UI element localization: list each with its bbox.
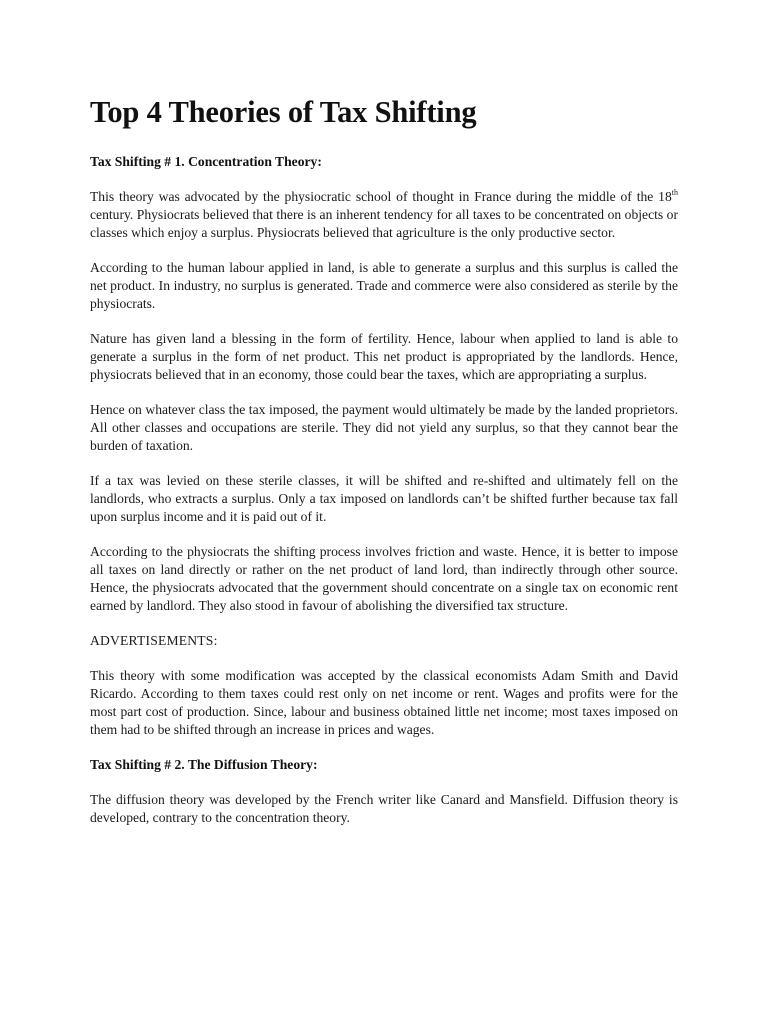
paragraph-shifting-process: According to the physiocrats the shifting process involves friction and waste. Hence, it is better to impose all taxes on land directly or rather on the net product of land lord, than indirectly through other source. Hence, the physiocrats advocated that the government should concentrate on a single tax on economic rent earned by landlord. They also stood in favour of abolishing the diversified tax structure.: [90, 544, 678, 613]
paragraph-landed-proprietors: Hence on whatever class the tax imposed, the payment would ultimately be made by the landed proprietors. All other classes and occupations are sterile. They did not yield any surplus, so that they cannot bear the burden of taxation.: [90, 402, 678, 453]
section-heading-diffusion-theory: Tax Shifting # 2. The Diffusion Theory:: [90, 757, 318, 772]
page-title: Top 4 Theories of Tax Shifting: [90, 95, 477, 129]
section-heading-concentration-theory: Tax Shifting # 1. Concentration Theory:: [90, 154, 322, 169]
paragraph-text: century. Physiocrats believed that there is an inherent tendency for all taxes to be concentrated on objects or classes which enjoy a surplus. Physiocrats believed that agriculture is the only productive sector.: [90, 207, 678, 240]
paragraph-text: This theory was advocated by the physiocratic school of thought in France during the middle of the 18: [90, 189, 672, 204]
paragraph-physiocratic-school: [90, 188, 678, 242]
paragraph-classical-economists: This theory with some modification was accepted by the classical economists Adam Smith and David Ricardo. According to them taxes could rest only on net income or rent. Wages and profits were for the most part cost of production. Since, labour and business obtained little net income; most taxes imposed on them had to be shifted through an increase in prices and wages.: [90, 668, 678, 737]
paragraph-land-fertility: Nature has given land a blessing in the form of fertility. Hence, labour when applied to land is able to generate a surplus in the form of net product. This net product is appropriated by the landlords. Hence, physiocrats believed that in an economy, those could bear the taxes, which are appropriating a surplus.: [90, 331, 678, 382]
paragraph-sterile-classes: If a tax was levied on these sterile classes, it will be shifted and re-shifted and ultimately fell on the landlords, who extracts a surplus. Only a tax imposed on landlords can’t be shifted further because tax fall upon surplus income and it is paid out of it.: [90, 473, 678, 524]
paragraph-diffusion-theory: The diffusion theory was developed by the French writer like Canard and Mansfield. Diffusion theory is developed, contrary to the concentration theory.: [90, 792, 678, 825]
paragraph-net-product: According to the human labour applied in land, is able to generate a surplus and this surplus is called the net product. In industry, no surplus is generated. Trade and commerce were also considered as sterile by the physiocrats.: [90, 260, 678, 311]
document-body: [90, 92, 678, 844]
advertisements-label: ADVERTISEMENTS:: [90, 633, 218, 648]
ordinal-superscript: th: [671, 188, 678, 197]
